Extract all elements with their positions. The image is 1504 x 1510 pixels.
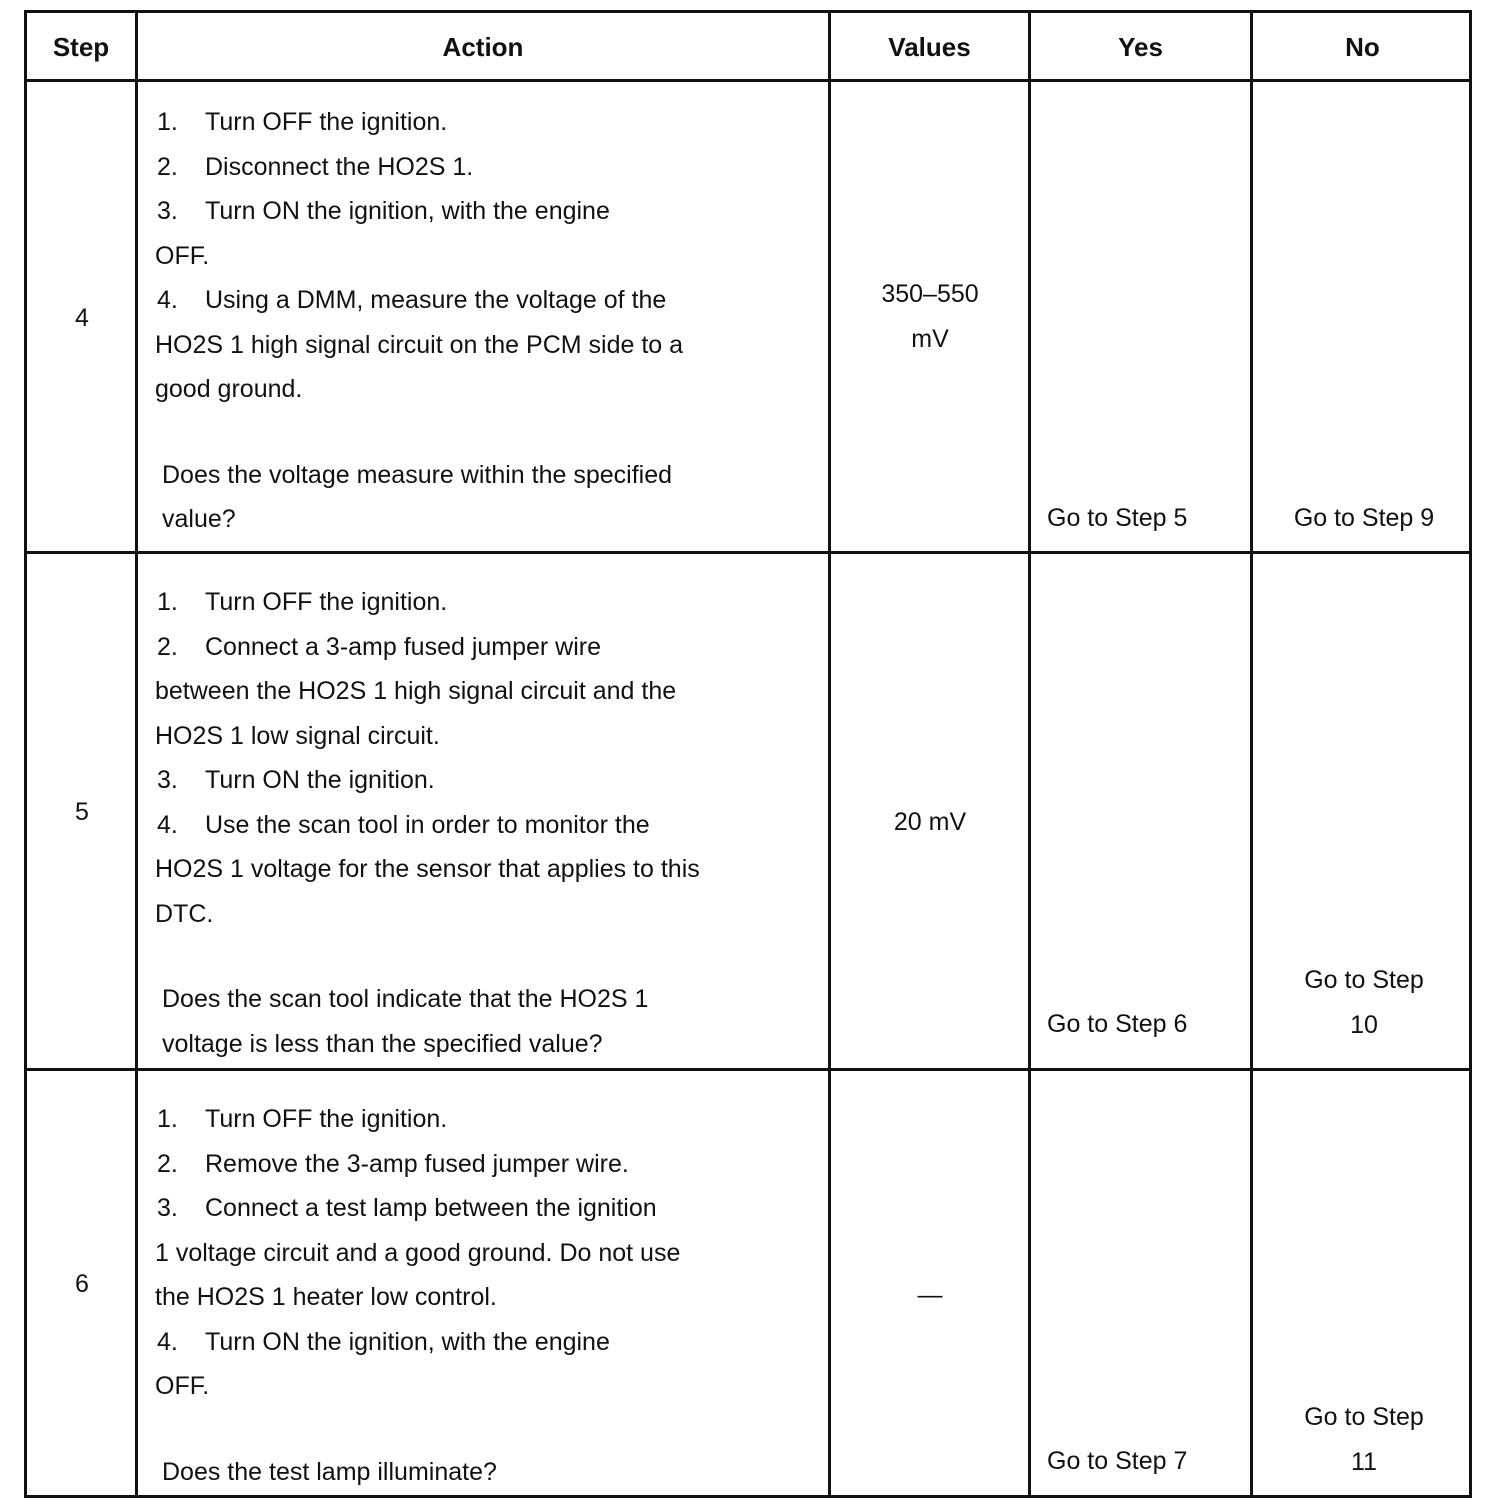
value-line: — <box>917 1281 943 1309</box>
step-index: 3. <box>157 1194 178 1222</box>
action-step <box>155 580 805 625</box>
step-index: 1. <box>157 1105 178 1133</box>
step-text: Connect a 3-amp fused jumper wire <box>205 632 602 661</box>
step-text: Turn ON the ignition, with the engine <box>205 1327 610 1356</box>
action-step <box>155 758 805 803</box>
step-index: 3. <box>157 766 178 794</box>
step-text: Turn OFF the ignition. <box>205 1105 448 1133</box>
step-index: 1. <box>157 588 178 616</box>
step-index: 1. <box>157 108 178 136</box>
step-text-continued: between the HO2S 1 high signal circuit and the <box>155 677 677 705</box>
step-number: 6 <box>75 1269 89 1298</box>
action-step <box>155 625 805 670</box>
step-index: 2. <box>157 1149 178 1178</box>
value-cell <box>831 1273 1029 1318</box>
no-go-to-link[interactable]: 11 <box>1351 1447 1377 1476</box>
header-values: Values <box>888 31 971 62</box>
action-question: Does the scan tool indicate that the HO2S 1 voltage is less than the specified value? <box>162 985 649 1058</box>
header-step: Step <box>52 31 110 62</box>
no-go-to-link[interactable]: Go to Step <box>1304 966 1424 994</box>
step-text: Turn OFF the ignition. <box>205 588 448 616</box>
step-text: Turn ON the ignition. <box>205 766 435 794</box>
table-row <box>27 554 1469 1068</box>
header-yes: Yes <box>1118 31 1163 62</box>
step-text-continued: good ground. <box>155 375 303 403</box>
yes-go-to-link[interactable]: Go to Step 6 <box>1047 1010 1188 1038</box>
value-line: 350–550 <box>881 280 979 308</box>
step-index: 2. <box>157 632 178 661</box>
header-no: No <box>1345 31 1380 62</box>
value-line: mV <box>911 324 949 353</box>
yes-go-to-link[interactable]: Go to Step 5 <box>1047 504 1188 532</box>
step-text: Use the scan tool in order to monitor the <box>205 810 650 839</box>
step-text-continued: 1 voltage circuit and a good ground. Do not use <box>155 1238 681 1267</box>
yes-cell <box>1031 82 1251 551</box>
yes-go-to-link[interactable]: Go to Step 7 <box>1047 1447 1188 1475</box>
step-text-continued: HO2S 1 low signal circuit. <box>155 721 440 750</box>
no-cell <box>1253 1071 1475 1495</box>
value-cell <box>831 800 1029 845</box>
action-step <box>155 145 805 190</box>
step-text-continued: HO2S 1 voltage for the sensor that applies to this <box>155 855 700 883</box>
step-text-continued: DTC. <box>155 899 214 928</box>
action-step <box>155 1320 805 1365</box>
no-go-to-link[interactable]: Go to Step <box>1304 1403 1424 1431</box>
header-action: Action <box>442 31 524 62</box>
step-index: 3. <box>157 197 178 225</box>
action-cell <box>155 100 805 542</box>
table-row <box>27 1071 1469 1495</box>
step-text-continued: OFF. <box>155 1372 210 1400</box>
yes-cell <box>1031 1071 1251 1495</box>
no-cell <box>1253 82 1475 551</box>
value-cell <box>831 272 1029 361</box>
action-step <box>155 1142 805 1187</box>
action-step <box>155 1097 805 1142</box>
no-go-to-link[interactable]: 10 <box>1350 1010 1378 1039</box>
step-text: Using a DMM, measure the voltage of the <box>205 286 667 314</box>
step-text-continued: OFF. <box>155 241 210 270</box>
step-text: Turn ON the ignition, with the engine <box>205 197 610 225</box>
action-step <box>155 803 805 848</box>
step-text-continued: the HO2S 1 heater low control. <box>155 1283 497 1311</box>
action-step <box>155 100 805 145</box>
step-text: Connect a test lamp between the ignition <box>205 1194 657 1222</box>
step-index: 4. <box>157 810 178 839</box>
action-question: Does the test lamp illuminate? <box>162 1457 497 1486</box>
action-question: Does the voltage measure within the specified value? <box>162 460 673 533</box>
step-number: 4 <box>75 303 89 332</box>
action-step <box>155 189 805 234</box>
no-cell <box>1253 554 1475 1068</box>
action-cell <box>155 580 805 1066</box>
action-step <box>155 278 805 323</box>
action-cell <box>155 1097 805 1494</box>
yes-cell <box>1031 554 1251 1068</box>
table-row <box>27 82 1469 551</box>
value-line: 20 mV <box>893 808 967 836</box>
step-text: Turn OFF the ignition. <box>205 108 448 136</box>
step-index: 2. <box>157 152 178 181</box>
step-index: 4. <box>157 1327 178 1356</box>
step-number: 5 <box>75 797 89 826</box>
step-index: 4. <box>157 286 178 314</box>
diagnostic-table <box>24 10 1472 1498</box>
step-text: Remove the 3-amp fused jumper wire. <box>205 1149 629 1178</box>
step-text: Disconnect the HO2S 1. <box>205 152 474 181</box>
no-go-to-link[interactable]: Go to Step 9 <box>1293 504 1435 532</box>
step-text-continued: HO2S 1 high signal circuit on the PCM side to a <box>155 330 684 359</box>
action-step <box>155 1186 805 1231</box>
